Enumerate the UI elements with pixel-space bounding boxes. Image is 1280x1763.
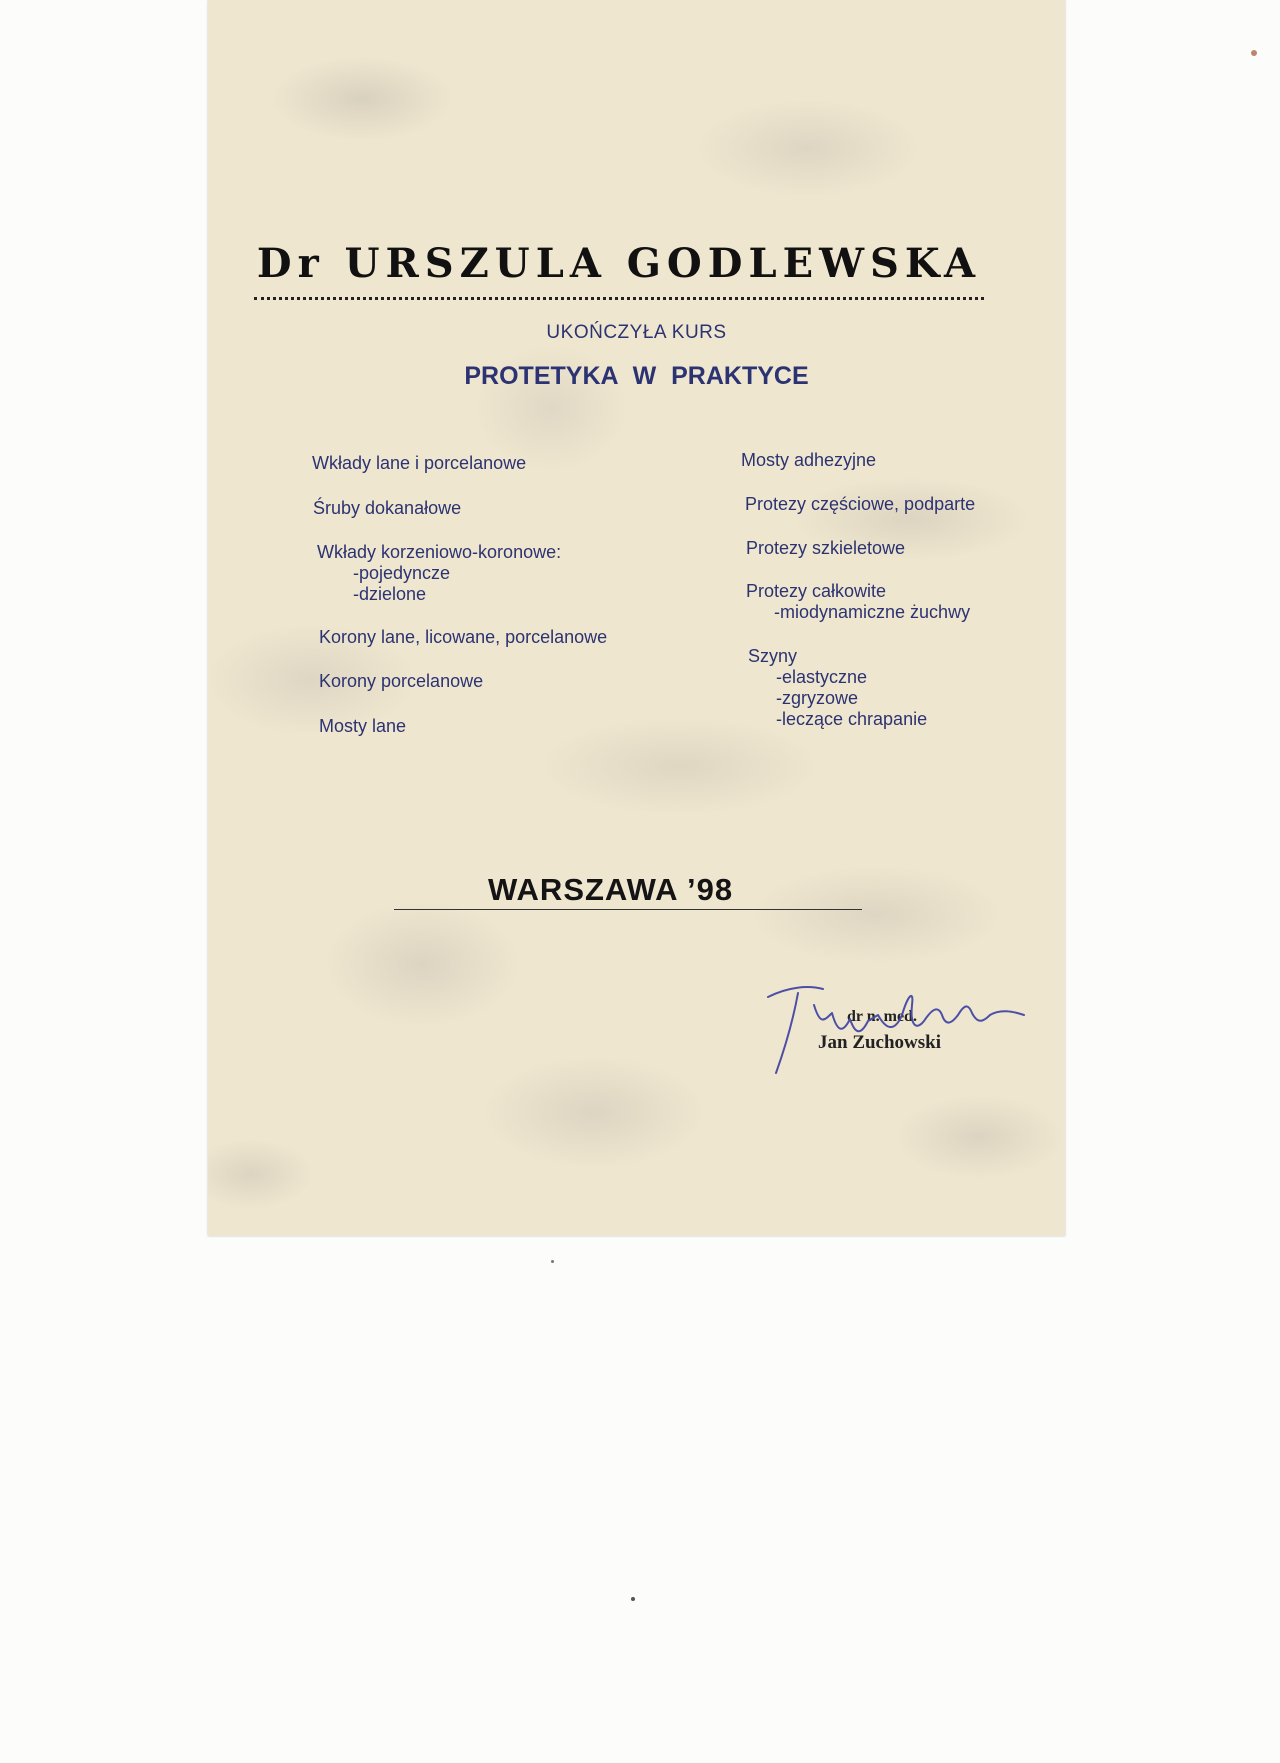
topic-subitem: -zgryzowe — [776, 688, 859, 708]
topic-item: Szyny -elastyczne -zgryzowe -leczące chrapanie — [748, 646, 928, 729]
signatory-title: dr n. med. — [847, 1008, 917, 1025]
topic-item: Mosty adhezyjne — [741, 450, 877, 470]
topic-subitem: -pojedyncze — [353, 563, 451, 583]
title-underline — [254, 297, 984, 300]
topic-subitem: -leczące chrapanie — [776, 709, 928, 729]
topic-item: Wkłady lane i porcelanowe — [312, 453, 527, 473]
place-and-year: WARSZAWA ’98 — [488, 872, 734, 907]
certificate-paper — [208, 0, 1065, 1236]
topic-subitem: -dzielone — [353, 584, 427, 604]
topic-item: Mosty lane — [319, 716, 407, 736]
course-title: PROTETYKA W PRAKTYCE — [464, 362, 809, 390]
recipient-name: Dr URSZULA GODLEWSKA — [256, 240, 982, 287]
topic-item: Wkłady korzeniowo-koronowe: -pojedyncze -dzielone — [317, 542, 562, 604]
place-underline — [394, 909, 862, 910]
completion-statement: UKOŃCZYŁA KURS — [546, 322, 727, 343]
topic-item: Protezy szkieletowe — [746, 538, 906, 558]
topic-item: Korony porcelanowe — [319, 671, 484, 691]
topic-subitem: -miodynamiczne żuchwy — [774, 602, 971, 622]
topic-item: Śruby dokanałowe — [313, 498, 462, 518]
handwritten-signature — [728, 975, 1048, 1085]
dust-speck — [631, 1597, 635, 1601]
signatory-name: Jan Zuchowski — [818, 1032, 942, 1053]
topic-item: Korony lane, licowane, porcelanowe — [319, 627, 608, 647]
dust-speck — [1251, 50, 1257, 56]
topic-item: Protezy całkowite -miodynamiczne żuchwy — [746, 581, 971, 622]
topic-subitem: -elastyczne — [776, 667, 868, 687]
dust-speck — [551, 1260, 554, 1263]
topic-item: Protezy częściowe, podparte — [745, 494, 976, 514]
